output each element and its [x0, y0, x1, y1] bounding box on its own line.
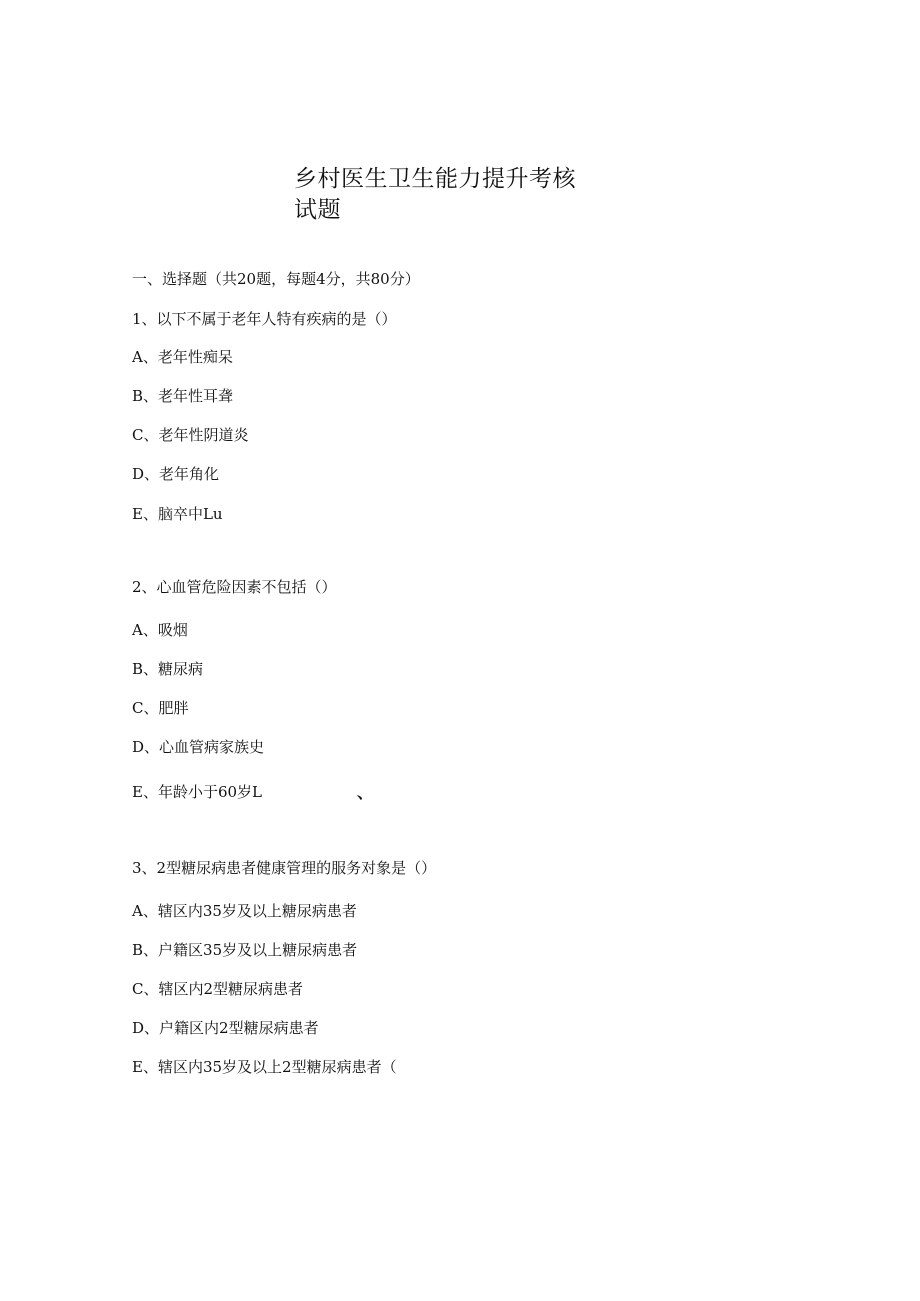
question-2-option-d: D、心血管病家族史	[132, 738, 265, 756]
section-heading: 一、选择题（共20题，每题4分，共80分）	[132, 270, 420, 288]
question-2-option-a: A、吸烟	[132, 621, 188, 639]
question-3-option-c: C、辖区内2型糖尿病患者	[132, 980, 304, 998]
question-3-option-a: A、辖区内35岁及以上糖尿病患者	[132, 902, 357, 920]
question-1-option-b: B、老年性耳聋	[132, 387, 234, 405]
question-1-option-d: D、老年角化	[132, 465, 220, 483]
question-1-stem: 1、以下不属于老年人特有疾病的是（）	[132, 310, 397, 328]
question-3-option-e: E、辖区内35岁及以上2型糖尿病患者（	[132, 1058, 397, 1076]
question-2-option-c: C、肥胖	[132, 699, 189, 717]
question-2-option-e: E、年龄小于60岁L	[132, 783, 262, 801]
question-2-option-b: B、糖尿病	[132, 660, 204, 678]
question-1-option-e: E、脑卒中Lu	[132, 505, 223, 523]
stray-punctuation-mark: 、	[357, 783, 374, 802]
question-3-option-d: D、户籍区内2型糖尿病患者	[132, 1019, 319, 1037]
question-1-option-a: A、老年性痴呆	[132, 348, 233, 366]
question-3-stem: 3、2型糖尿病患者健康管理的服务对象是（）	[132, 859, 437, 877]
document-title-line-1: 乡村医生卫生能力提升考核	[294, 166, 576, 192]
question-2-stem: 2、心血管危险因素不包括（）	[132, 578, 337, 596]
question-1-option-c: C、老年性阴道炎	[132, 426, 249, 444]
question-3-option-b: B、户籍区35岁及以上糖尿病患者	[132, 941, 358, 959]
document-title-line-2: 试题	[294, 197, 341, 223]
